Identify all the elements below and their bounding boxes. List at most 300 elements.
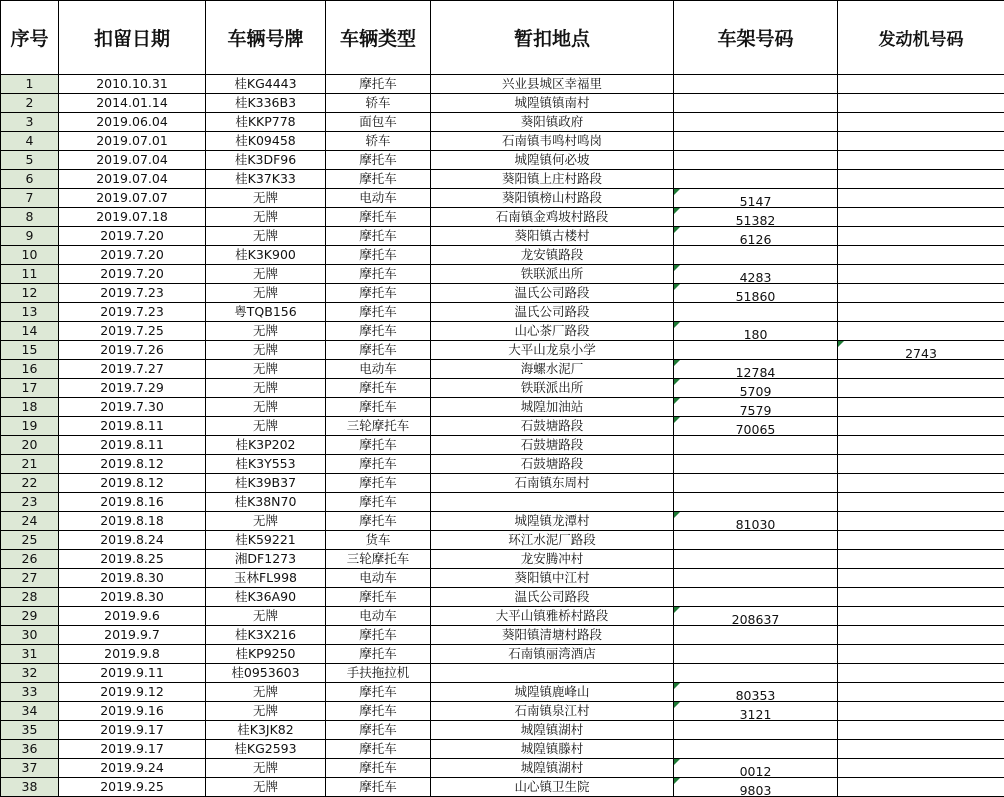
table-row <box>1 94 1004 113</box>
type-cell[interactable]: 面包车 <box>326 113 431 132</box>
date-cell[interactable]: 2019.8.11 <box>59 417 206 436</box>
index-cell[interactable]: 27 <box>1 569 59 588</box>
location-cell[interactable]: 城隍加油站 <box>431 398 674 417</box>
index-cell[interactable]: 33 <box>1 683 59 702</box>
location-cell[interactable]: 龙安腾冲村 <box>431 550 674 569</box>
frame-number-cell[interactable] <box>674 740 838 759</box>
plate-cell[interactable]: 无牌 <box>206 227 326 246</box>
header-impound-date[interactable]: 扣留日期 <box>59 1 206 75</box>
table-row <box>1 132 1004 151</box>
index-cell[interactable]: 35 <box>1 721 59 740</box>
table-row <box>1 683 1004 702</box>
date-cell[interactable]: 2014.01.14 <box>59 94 206 113</box>
index-cell[interactable]: 4 <box>1 132 59 151</box>
index-cell[interactable]: 21 <box>1 455 59 474</box>
frame-number-cell[interactable] <box>674 531 838 550</box>
location-cell[interactable]: 城隍镇滕村 <box>431 740 674 759</box>
engine-number-cell[interactable] <box>838 474 1004 493</box>
location-cell[interactable]: 城隍镇湖村 <box>431 759 674 778</box>
plate-cell[interactable]: 无牌 <box>206 379 326 398</box>
date-cell[interactable]: 2019.9.17 <box>59 721 206 740</box>
index-cell[interactable]: 32 <box>1 664 59 683</box>
frame-number-cell[interactable]: 9803 <box>674 778 838 797</box>
index-cell[interactable]: 16 <box>1 360 59 379</box>
plate-cell[interactable]: 桂K39B37 <box>206 474 326 493</box>
frame-number-cell[interactable]: 81030 <box>674 512 838 531</box>
type-cell[interactable]: 摩托车 <box>326 379 431 398</box>
date-cell[interactable]: 2019.8.30 <box>59 588 206 607</box>
location-cell[interactable]: 葵阳镇清塘村路段 <box>431 626 674 645</box>
location-cell[interactable]: 大平山龙泉小学 <box>431 341 674 360</box>
header-vehicle-type[interactable]: 车辆类型 <box>326 1 431 75</box>
index-cell[interactable]: 15 <box>1 341 59 360</box>
date-cell[interactable]: 2019.7.25 <box>59 322 206 341</box>
type-cell[interactable]: 摩托车 <box>326 474 431 493</box>
type-cell[interactable]: 摩托车 <box>326 512 431 531</box>
index-cell[interactable]: 38 <box>1 778 59 797</box>
location-cell[interactable]: 温氏公司路段 <box>431 284 674 303</box>
plate-cell[interactable]: 无牌 <box>206 398 326 417</box>
engine-number-cell[interactable] <box>838 702 1004 721</box>
table-row <box>1 436 1004 455</box>
index-cell[interactable]: 10 <box>1 246 59 265</box>
index-cell[interactable]: 30 <box>1 626 59 645</box>
table-row <box>1 531 1004 550</box>
date-cell[interactable]: 2019.8.12 <box>59 474 206 493</box>
type-cell[interactable]: 摩托车 <box>326 778 431 797</box>
type-cell[interactable]: 货车 <box>326 531 431 550</box>
engine-number-cell[interactable] <box>838 227 1004 246</box>
date-cell[interactable]: 2019.07.04 <box>59 151 206 170</box>
date-cell[interactable]: 2019.8.11 <box>59 436 206 455</box>
frame-number-cell[interactable] <box>674 493 838 512</box>
index-cell[interactable]: 9 <box>1 227 59 246</box>
engine-number-cell[interactable] <box>838 588 1004 607</box>
frame-number-cell[interactable]: 80353 <box>674 683 838 702</box>
location-cell[interactable]: 葵阳镇政府 <box>431 113 674 132</box>
index-cell[interactable]: 29 <box>1 607 59 626</box>
frame-number-cell[interactable]: 6126 <box>674 227 838 246</box>
type-cell[interactable]: 摩托车 <box>326 455 431 474</box>
index-cell[interactable]: 6 <box>1 170 59 189</box>
frame-number-cell[interactable] <box>674 721 838 740</box>
plate-cell[interactable]: 玉林FL998 <box>206 569 326 588</box>
type-cell[interactable]: 电动车 <box>326 569 431 588</box>
frame-number-cell[interactable] <box>674 170 838 189</box>
plate-cell[interactable]: 桂K38N70 <box>206 493 326 512</box>
engine-number-cell[interactable] <box>838 303 1004 322</box>
frame-number-cell[interactable] <box>674 645 838 664</box>
date-cell[interactable]: 2010.10.31 <box>59 75 206 94</box>
plate-cell[interactable]: 桂KG4443 <box>206 75 326 94</box>
type-cell[interactable]: 摩托车 <box>326 341 431 360</box>
location-cell[interactable]: 石南镇东周村 <box>431 474 674 493</box>
index-cell[interactable]: 5 <box>1 151 59 170</box>
location-cell[interactable]: 城隍镇镇南村 <box>431 94 674 113</box>
date-cell[interactable]: 2019.9.17 <box>59 740 206 759</box>
frame-number-cell[interactable] <box>674 436 838 455</box>
type-cell[interactable]: 摩托车 <box>326 246 431 265</box>
date-cell[interactable]: 2019.9.11 <box>59 664 206 683</box>
date-cell[interactable]: 2019.07.01 <box>59 132 206 151</box>
index-cell[interactable]: 20 <box>1 436 59 455</box>
index-cell[interactable]: 19 <box>1 417 59 436</box>
plate-cell[interactable]: 无牌 <box>206 607 326 626</box>
location-cell[interactable]: 葵阳镇古楼村 <box>431 227 674 246</box>
date-cell[interactable]: 2019.7.20 <box>59 265 206 284</box>
engine-number-cell[interactable] <box>838 417 1004 436</box>
type-cell[interactable]: 手扶拖拉机 <box>326 664 431 683</box>
date-cell[interactable]: 2019.06.04 <box>59 113 206 132</box>
index-cell[interactable]: 24 <box>1 512 59 531</box>
location-cell[interactable]: 温氏公司路段 <box>431 303 674 322</box>
table-row <box>1 246 1004 265</box>
location-cell[interactable]: 石鼓塘路段 <box>431 436 674 455</box>
engine-number-cell[interactable] <box>838 512 1004 531</box>
location-cell[interactable]: 石鼓塘路段 <box>431 455 674 474</box>
type-cell[interactable]: 摩托车 <box>326 721 431 740</box>
location-cell[interactable]: 城隍镇鹿峰山 <box>431 683 674 702</box>
date-cell[interactable]: 2019.9.25 <box>59 778 206 797</box>
engine-number-cell[interactable] <box>838 759 1004 778</box>
frame-number-cell[interactable]: 180 <box>674 322 838 341</box>
header-plate[interactable]: 车辆号牌 <box>206 1 326 75</box>
date-cell[interactable]: 2019.9.8 <box>59 645 206 664</box>
type-cell[interactable]: 摩托车 <box>326 645 431 664</box>
date-cell[interactable]: 2019.9.12 <box>59 683 206 702</box>
plate-cell[interactable]: 桂K336B3 <box>206 94 326 113</box>
index-cell[interactable]: 22 <box>1 474 59 493</box>
frame-number-cell[interactable]: 5709 <box>674 379 838 398</box>
location-cell[interactable]: 铁联派出所 <box>431 265 674 284</box>
frame-number-cell[interactable]: 51382 <box>674 208 838 227</box>
type-cell[interactable]: 三轮摩托车 <box>326 550 431 569</box>
type-cell[interactable]: 摩托车 <box>326 227 431 246</box>
type-cell[interactable]: 摩托车 <box>326 322 431 341</box>
table-row <box>1 265 1004 284</box>
date-cell[interactable]: 2019.7.23 <box>59 284 206 303</box>
type-cell[interactable]: 摩托车 <box>326 683 431 702</box>
date-cell[interactable]: 2019.7.27 <box>59 360 206 379</box>
frame-number-cell[interactable] <box>674 341 838 360</box>
engine-number-cell[interactable] <box>838 360 1004 379</box>
table-row <box>1 151 1004 170</box>
location-cell[interactable]: 葵阳镇榜山村路段 <box>431 189 674 208</box>
engine-number-cell[interactable] <box>838 550 1004 569</box>
index-cell[interactable]: 17 <box>1 379 59 398</box>
index-cell[interactable]: 18 <box>1 398 59 417</box>
plate-cell[interactable]: 无牌 <box>206 512 326 531</box>
header-index[interactable]: 序号 <box>1 1 59 75</box>
frame-number-cell[interactable] <box>674 569 838 588</box>
date-cell[interactable]: 2019.8.18 <box>59 512 206 531</box>
frame-number-cell[interactable] <box>674 132 838 151</box>
plate-cell[interactable]: 桂KG2593 <box>206 740 326 759</box>
type-cell[interactable]: 摩托车 <box>326 702 431 721</box>
engine-number-cell[interactable] <box>838 493 1004 512</box>
engine-number-cell[interactable] <box>838 322 1004 341</box>
plate-cell[interactable]: 桂K3DF96 <box>206 151 326 170</box>
index-cell[interactable]: 28 <box>1 588 59 607</box>
table-row <box>1 360 1004 379</box>
frame-number-cell[interactable]: 5147 <box>674 189 838 208</box>
location-cell[interactable]: 山心茶厂路段 <box>431 322 674 341</box>
engine-number-cell[interactable] <box>838 664 1004 683</box>
plate-cell[interactable]: 无牌 <box>206 360 326 379</box>
location-cell[interactable]: 温氏公司路段 <box>431 588 674 607</box>
type-cell[interactable]: 电动车 <box>326 189 431 208</box>
plate-cell[interactable]: 无牌 <box>206 759 326 778</box>
date-cell[interactable]: 2019.8.30 <box>59 569 206 588</box>
plate-cell[interactable]: 桂K37K33 <box>206 170 326 189</box>
plate-cell[interactable]: 桂K3X216 <box>206 626 326 645</box>
date-cell[interactable]: 2019.8.16 <box>59 493 206 512</box>
location-cell[interactable]: 城隍镇何必坡 <box>431 151 674 170</box>
engine-number-cell[interactable] <box>838 132 1004 151</box>
location-cell[interactable]: 葵阳镇中江村 <box>431 569 674 588</box>
location-cell[interactable] <box>431 664 674 683</box>
index-cell[interactable]: 23 <box>1 493 59 512</box>
type-cell[interactable]: 摩托车 <box>326 493 431 512</box>
engine-number-cell[interactable]: 2743 <box>838 341 1004 360</box>
engine-number-cell[interactable] <box>838 170 1004 189</box>
frame-number-cell[interactable]: 51860 <box>674 284 838 303</box>
location-cell[interactable]: 石南镇丽湾酒店 <box>431 645 674 664</box>
table-row <box>1 493 1004 512</box>
type-cell[interactable]: 轿车 <box>326 132 431 151</box>
plate-cell[interactable]: 粤TQB156 <box>206 303 326 322</box>
plate-cell[interactable]: 桂K3JK82 <box>206 721 326 740</box>
date-cell[interactable]: 2019.8.12 <box>59 455 206 474</box>
location-cell[interactable]: 龙安镇路段 <box>431 246 674 265</box>
date-cell[interactable]: 2019.9.7 <box>59 626 206 645</box>
engine-number-cell[interactable] <box>838 626 1004 645</box>
location-cell[interactable]: 石南镇金鸡坡村路段 <box>431 208 674 227</box>
type-cell[interactable]: 摩托车 <box>326 151 431 170</box>
table-row <box>1 208 1004 227</box>
frame-number-cell[interactable] <box>674 303 838 322</box>
engine-number-cell[interactable] <box>838 379 1004 398</box>
frame-number-cell[interactable]: 70065 <box>674 417 838 436</box>
frame-number-cell[interactable] <box>674 626 838 645</box>
plate-cell[interactable]: 桂K3P202 <box>206 436 326 455</box>
frame-number-cell[interactable]: 12784 <box>674 360 838 379</box>
header-location[interactable]: 暂扣地点 <box>431 1 674 75</box>
table-row <box>1 189 1004 208</box>
plate-cell[interactable]: 无牌 <box>206 417 326 436</box>
frame-number-cell[interactable] <box>674 455 838 474</box>
type-cell[interactable]: 摩托车 <box>326 303 431 322</box>
index-cell[interactable]: 26 <box>1 550 59 569</box>
index-cell[interactable]: 11 <box>1 265 59 284</box>
frame-number-cell[interactable] <box>674 550 838 569</box>
date-cell[interactable]: 2019.8.24 <box>59 531 206 550</box>
engine-number-cell[interactable] <box>838 208 1004 227</box>
index-cell[interactable]: 37 <box>1 759 59 778</box>
type-cell[interactable]: 电动车 <box>326 607 431 626</box>
table-row <box>1 607 1004 626</box>
type-cell[interactable]: 摩托车 <box>326 626 431 645</box>
header-engine-number[interactable]: 发动机号码 <box>838 1 1004 75</box>
date-cell[interactable]: 2019.7.29 <box>59 379 206 398</box>
plate-cell[interactable]: 无牌 <box>206 189 326 208</box>
engine-number-cell[interactable] <box>838 607 1004 626</box>
type-cell[interactable]: 摩托车 <box>326 265 431 284</box>
engine-number-cell[interactable] <box>838 436 1004 455</box>
table-row <box>1 398 1004 417</box>
plate-cell[interactable]: 桂K36A90 <box>206 588 326 607</box>
table-row <box>1 550 1004 569</box>
type-cell[interactable]: 电动车 <box>326 360 431 379</box>
index-cell[interactable]: 3 <box>1 113 59 132</box>
table-row <box>1 588 1004 607</box>
date-cell[interactable]: 2019.7.26 <box>59 341 206 360</box>
location-cell[interactable]: 大平山镇雅桥村路段 <box>431 607 674 626</box>
date-cell[interactable]: 2019.07.07 <box>59 189 206 208</box>
type-cell[interactable]: 摩托车 <box>326 588 431 607</box>
plate-cell[interactable]: 无牌 <box>206 284 326 303</box>
type-cell[interactable]: 摩托车 <box>326 436 431 455</box>
location-cell[interactable]: 城隍镇湖村 <box>431 721 674 740</box>
table-row <box>1 379 1004 398</box>
date-cell[interactable]: 2019.9.24 <box>59 759 206 778</box>
plate-cell[interactable]: 无牌 <box>206 265 326 284</box>
type-cell[interactable]: 三轮摩托车 <box>326 417 431 436</box>
type-cell[interactable]: 摩托车 <box>326 759 431 778</box>
date-cell[interactable]: 2019.07.04 <box>59 170 206 189</box>
engine-number-cell[interactable] <box>838 284 1004 303</box>
index-cell[interactable]: 7 <box>1 189 59 208</box>
type-cell[interactable]: 轿车 <box>326 94 431 113</box>
location-cell[interactable]: 铁联派出所 <box>431 379 674 398</box>
table-body <box>1 75 1004 797</box>
location-cell[interactable]: 葵阳镇上庄村路段 <box>431 170 674 189</box>
plate-cell[interactable]: 桂K3K900 <box>206 246 326 265</box>
location-cell[interactable]: 城隍镇龙潭村 <box>431 512 674 531</box>
type-cell[interactable]: 摩托车 <box>326 170 431 189</box>
table-row <box>1 512 1004 531</box>
type-cell[interactable]: 摩托车 <box>326 75 431 94</box>
date-cell[interactable]: 2019.7.20 <box>59 227 206 246</box>
plate-cell[interactable]: 无牌 <box>206 702 326 721</box>
type-cell[interactable]: 摩托车 <box>326 208 431 227</box>
engine-number-cell[interactable] <box>838 113 1004 132</box>
type-cell[interactable]: 摩托车 <box>326 284 431 303</box>
index-cell[interactable]: 2 <box>1 94 59 113</box>
engine-number-cell[interactable] <box>838 75 1004 94</box>
plate-cell[interactable]: 湘DF1273 <box>206 550 326 569</box>
engine-number-cell[interactable] <box>838 246 1004 265</box>
plate-cell[interactable]: 无牌 <box>206 778 326 797</box>
frame-number-cell[interactable] <box>674 664 838 683</box>
date-cell[interactable]: 2019.7.23 <box>59 303 206 322</box>
plate-cell[interactable]: 桂K59221 <box>206 531 326 550</box>
table-row <box>1 170 1004 189</box>
table-row <box>1 569 1004 588</box>
engine-number-cell[interactable] <box>838 265 1004 284</box>
location-cell[interactable]: 石南镇韦鸣村鸣岗 <box>431 132 674 151</box>
frame-number-cell[interactable]: 3121 <box>674 702 838 721</box>
date-cell[interactable]: 2019.7.20 <box>59 246 206 265</box>
engine-number-cell[interactable] <box>838 721 1004 740</box>
engine-number-cell[interactable] <box>838 645 1004 664</box>
table-row <box>1 341 1004 360</box>
plate-cell[interactable]: 无牌 <box>206 341 326 360</box>
frame-number-cell[interactable] <box>674 246 838 265</box>
frame-number-cell[interactable] <box>674 94 838 113</box>
index-cell[interactable]: 13 <box>1 303 59 322</box>
engine-number-cell[interactable] <box>838 455 1004 474</box>
plate-cell[interactable]: 桂KKP778 <box>206 113 326 132</box>
index-cell[interactable]: 31 <box>1 645 59 664</box>
engine-number-cell[interactable] <box>838 569 1004 588</box>
date-cell[interactable]: 2019.07.18 <box>59 208 206 227</box>
plate-cell[interactable]: 无牌 <box>206 683 326 702</box>
type-cell[interactable]: 摩托车 <box>326 398 431 417</box>
type-cell[interactable]: 摩托车 <box>326 740 431 759</box>
index-cell[interactable]: 36 <box>1 740 59 759</box>
date-cell[interactable]: 2019.9.6 <box>59 607 206 626</box>
engine-number-cell[interactable] <box>838 531 1004 550</box>
location-cell[interactable] <box>431 493 674 512</box>
engine-number-cell[interactable] <box>838 740 1004 759</box>
plate-cell[interactable]: 桂K3Y553 <box>206 455 326 474</box>
frame-number-cell[interactable] <box>674 113 838 132</box>
plate-cell[interactable]: 无牌 <box>206 322 326 341</box>
table-row <box>1 75 1004 94</box>
frame-number-cell[interactable]: 4283 <box>674 265 838 284</box>
engine-number-cell[interactable] <box>838 683 1004 702</box>
frame-number-cell[interactable]: 0012 <box>674 759 838 778</box>
plate-cell[interactable]: 桂0953603 <box>206 664 326 683</box>
frame-number-cell[interactable] <box>674 474 838 493</box>
location-cell[interactable]: 海螺水泥厂 <box>431 360 674 379</box>
date-cell[interactable]: 2019.9.16 <box>59 702 206 721</box>
table-row <box>1 322 1004 341</box>
engine-number-cell[interactable] <box>838 94 1004 113</box>
table-row <box>1 664 1004 683</box>
index-cell[interactable]: 34 <box>1 702 59 721</box>
table-row <box>1 759 1004 778</box>
index-cell[interactable]: 8 <box>1 208 59 227</box>
frame-number-cell[interactable]: 208637 <box>674 607 838 626</box>
date-cell[interactable]: 2019.8.25 <box>59 550 206 569</box>
location-cell[interactable]: 山心镇卫生院 <box>431 778 674 797</box>
frame-number-cell[interactable] <box>674 151 838 170</box>
plate-cell[interactable]: 桂KP9250 <box>206 645 326 664</box>
frame-number-cell[interactable] <box>674 75 838 94</box>
date-cell[interactable]: 2019.7.30 <box>59 398 206 417</box>
plate-cell[interactable]: 无牌 <box>206 208 326 227</box>
index-cell[interactable]: 14 <box>1 322 59 341</box>
index-cell[interactable]: 25 <box>1 531 59 550</box>
frame-number-cell[interactable] <box>674 588 838 607</box>
table-row <box>1 740 1004 759</box>
location-cell[interactable]: 环江水泥厂路段 <box>431 531 674 550</box>
index-cell[interactable]: 12 <box>1 284 59 303</box>
header-frame-number[interactable]: 车架号码 <box>674 1 838 75</box>
engine-number-cell[interactable] <box>838 189 1004 208</box>
plate-cell[interactable]: 桂K09458 <box>206 132 326 151</box>
location-cell[interactable]: 兴业县城区幸福里 <box>431 75 674 94</box>
engine-number-cell[interactable] <box>838 398 1004 417</box>
location-cell[interactable]: 石南镇泉江村 <box>431 702 674 721</box>
frame-number-cell[interactable]: 7579 <box>674 398 838 417</box>
index-cell[interactable]: 1 <box>1 75 59 94</box>
table-row <box>1 284 1004 303</box>
engine-number-cell[interactable] <box>838 151 1004 170</box>
location-cell[interactable]: 石鼓塘路段 <box>431 417 674 436</box>
